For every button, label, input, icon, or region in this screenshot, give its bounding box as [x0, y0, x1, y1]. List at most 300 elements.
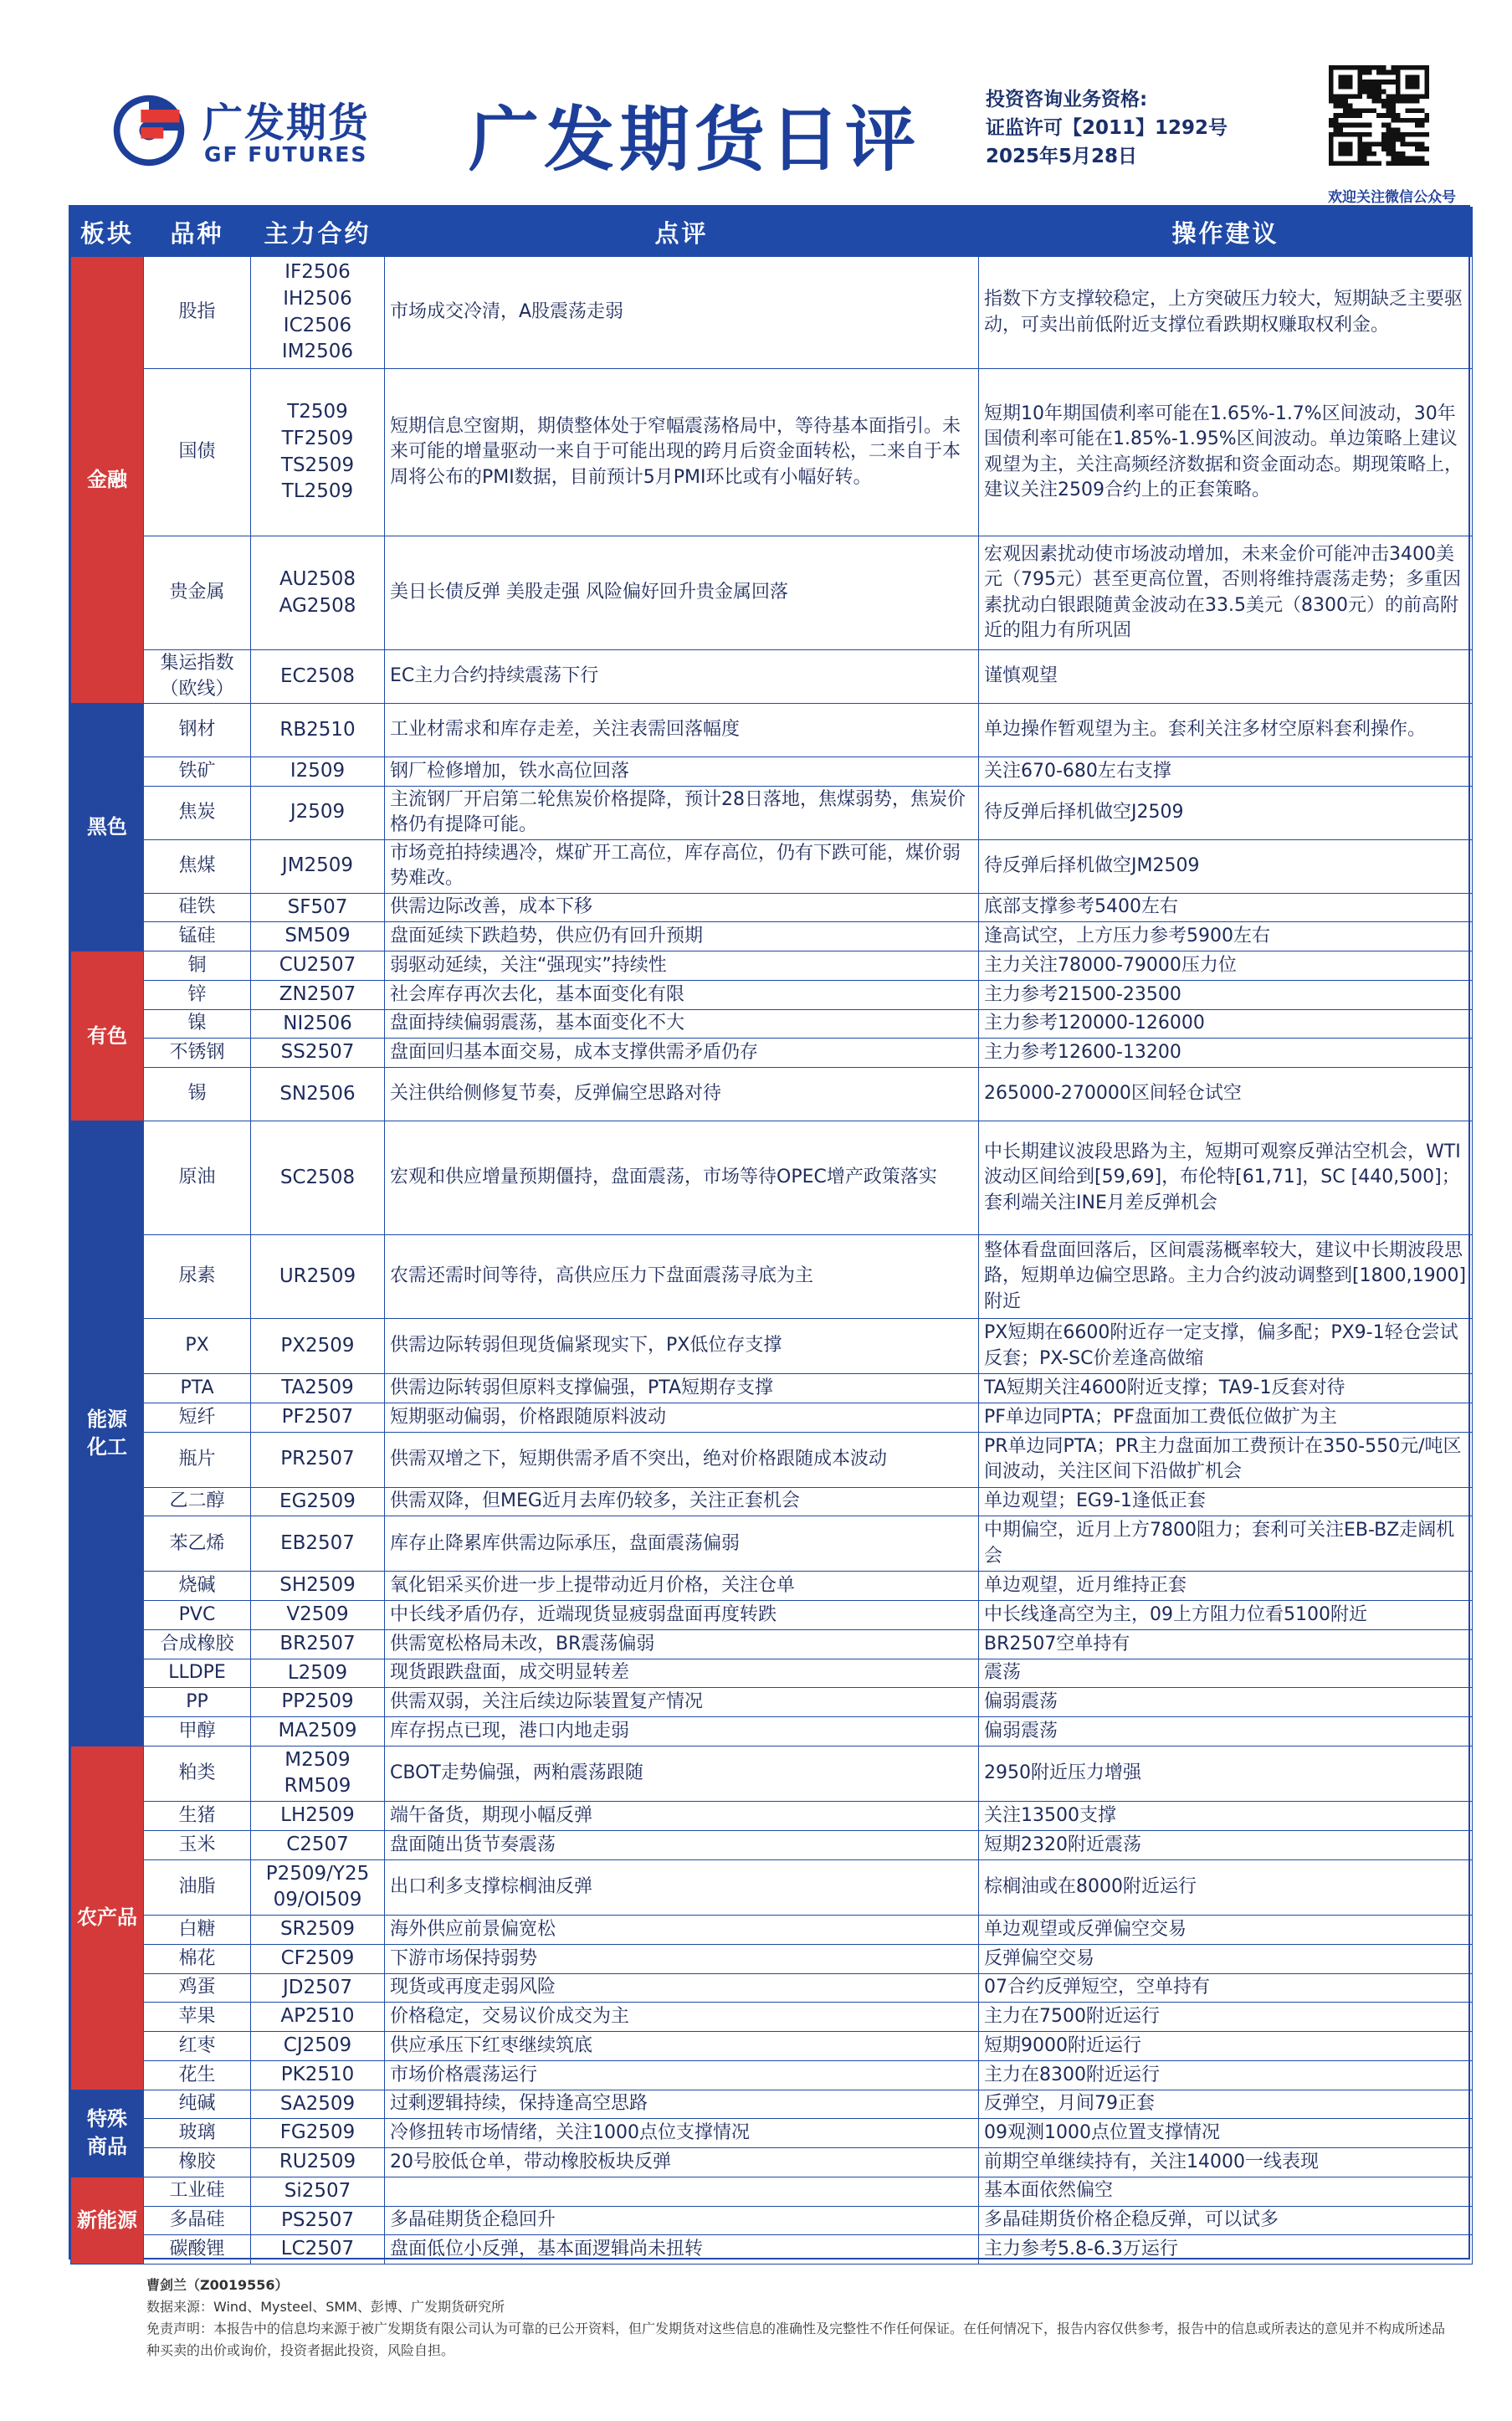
contract-code: NI2506 [283, 1012, 352, 1034]
contract-cell [251, 1039, 385, 1068]
product-cell: 粕类 [144, 1746, 251, 1801]
contract-code: CF2509 [280, 1947, 355, 1969]
table-row [71, 2177, 1473, 2206]
advice-cell: 整体看盘面回落后，区间震荡概率较大，建议中长期波段思路，短期单边偏空思路。主力合约波动调整到[1800,1900]附近 [979, 1235, 1473, 1319]
product-cell: 白糖 [144, 1916, 251, 1945]
contract-code: SA2509 [279, 2092, 356, 2115]
contract-cell [251, 1121, 385, 1235]
comment-cell: 供需双增之下，短期供需矛盾不突出，绝对价格跟随成本波动 [385, 1432, 979, 1487]
contract-code: RU2509 [279, 2151, 356, 2173]
contract-code: PX2509 [280, 1334, 355, 1357]
contract-code: PK2510 [280, 2063, 355, 2085]
advice-cell: 单边观望，近月维持正套 [979, 1572, 1473, 1601]
table-row [71, 1830, 1473, 1859]
advice-cell: 主力关注78000-79000压力位 [979, 951, 1473, 981]
contract-cell [251, 1688, 385, 1717]
product-cell: 合成橡胶 [144, 1629, 251, 1659]
table-row [71, 650, 1473, 704]
contract-cell [251, 1717, 385, 1747]
comment-cell: 供需边际改善，成本下移 [385, 893, 979, 922]
contract-cell [251, 2003, 385, 2032]
advice-cell: 谨慎观望 [979, 650, 1473, 704]
advice-cell: 前期空单继续持有，关注14000一线表现 [979, 2148, 1473, 2177]
table-row [71, 2060, 1473, 2090]
product-cell: 尿素 [144, 1235, 251, 1319]
advice-cell: 主力参考5.8-6.3万运行 [979, 2235, 1473, 2265]
advice-cell: 主力在7500附近运行 [979, 2003, 1473, 2032]
comment-cell: 端午备货，期现小幅反弹 [385, 1802, 979, 1831]
table-row [71, 2148, 1473, 2177]
contract-cell [251, 757, 385, 787]
advice-cell: 主力在8300附近运行 [979, 2060, 1473, 2090]
contract-code: I2509 [290, 760, 346, 782]
contract-cell [251, 893, 385, 922]
table-row [71, 1629, 1473, 1659]
contract-cell [251, 2177, 385, 2206]
table-row [71, 1374, 1473, 1403]
table-row [71, 2003, 1473, 2032]
contract-code: LH2509 [280, 1804, 355, 1827]
table-row [71, 1516, 1473, 1572]
advice-cell: PX短期在6600附近存一定支撑，偏多配；PX9-1轻仓尝试反套；PX-SC价差逢高做缩 [979, 1319, 1473, 1374]
comment-cell: 盘面随出货节奏震荡 [385, 1830, 979, 1859]
advice-cell: 基本面依然偏空 [979, 2177, 1473, 2206]
comment-cell: 钢厂检修增加，铁水高位回落 [385, 757, 979, 787]
comment-cell: EC主力合约持续震荡下行 [385, 650, 979, 704]
comment-cell: 美日长债反弹 美股走强 风险偏好回升贵金属回落 [385, 536, 979, 650]
comment-cell: 市场价格震荡运行 [385, 2060, 979, 2090]
comment-cell: 弱驱动延续，关注“强现实”持续性 [385, 951, 979, 981]
product-cell: PVC [144, 1601, 251, 1630]
contract-cell [251, 369, 385, 536]
comment-cell: 盘面持续偏弱震荡，基本面变化不大 [385, 1009, 979, 1039]
table-row [71, 704, 1473, 757]
advice-cell: PF单边同PTA；PF盘面加工费低位做扩为主 [979, 1403, 1473, 1432]
comment-cell: 供需边际转弱但现货偏紧现实下，PX低位存支撑 [385, 1319, 979, 1374]
contract-cell [251, 2235, 385, 2265]
qr-code-icon [1329, 65, 1429, 166]
table-row [71, 1601, 1473, 1630]
comment-cell [385, 2177, 979, 2206]
contract-cell [251, 1629, 385, 1659]
column-header-advice: 操作建议 [979, 208, 1473, 257]
comment-cell: 价格稳定，交易议价成交为主 [385, 2003, 979, 2032]
contract-code: SC2508 [279, 1166, 356, 1188]
commentary-table-container [69, 205, 1470, 2259]
table-row [71, 1659, 1473, 1688]
contract-cell [251, 257, 385, 369]
product-cell: 锰硅 [144, 922, 251, 951]
product-cell: 贵金属 [144, 536, 251, 650]
column-header-product: 品种 [144, 208, 251, 257]
advice-cell: 中长期建议波段思路为主，短期可观察反弹沽空机会，WTI波动区间给到[59,69]，布伦特[61,71]，SC [440,500]；套利端关注INE月差反弹机会 [979, 1121, 1473, 1235]
advice-cell: 偏弱震荡 [979, 1717, 1473, 1747]
contract-code: P2509/Y25 [265, 1862, 370, 1885]
contract-code: SM509 [284, 925, 351, 947]
comment-cell: 氧化铝采买价进一步上提带动近月价格，关注仓单 [385, 1572, 979, 1601]
table-row [71, 1319, 1473, 1374]
logo-chinese-name: 广发期货 [202, 100, 371, 146]
table-row [71, 1944, 1473, 1973]
table-row [71, 1916, 1473, 1945]
contract-code: MA2509 [278, 1720, 357, 1742]
table-row [71, 1572, 1473, 1601]
advice-cell: 主力参考21500-23500 [979, 980, 1473, 1009]
comment-cell: 海外供应前景偏宽松 [385, 1916, 979, 1945]
comment-cell: 现货跟跌盘面，成交明显转差 [385, 1659, 979, 1688]
advice-cell: 底部支撑参考5400左右 [979, 893, 1473, 922]
contract-cell [251, 1601, 385, 1630]
product-cell: 镍 [144, 1009, 251, 1039]
sector-cell: 有色 [71, 951, 144, 1121]
advice-cell: 待反弹后择机做空J2509 [979, 786, 1473, 839]
product-cell: 红枣 [144, 2032, 251, 2061]
commentary-table [70, 207, 1473, 2265]
contract-cell [251, 1944, 385, 1973]
sector-cell: 黑色 [71, 704, 144, 951]
column-header-comment: 点评 [385, 208, 979, 257]
contract-code: M2509 [284, 1748, 351, 1771]
contract-code: CU2507 [279, 954, 356, 977]
contract-cell [251, 1487, 385, 1516]
comment-cell: 20号胶低仓单，带动橡胶板块反弹 [385, 2148, 979, 2177]
contract-cell [251, 1374, 385, 1403]
contract-code: SN2506 [279, 1082, 356, 1105]
comment-cell: 关注供给侧修复节奏，反弹偏空思路对待 [385, 1068, 979, 1121]
table-row [71, 1403, 1473, 1432]
contract-code: PS2507 [280, 2208, 354, 2231]
product-cell: 铁矿 [144, 757, 251, 787]
contract-cell [251, 922, 385, 951]
table-row [71, 2119, 1473, 2148]
gf-logo-icon [109, 90, 189, 171]
contract-code: SR2509 [279, 1918, 356, 1941]
contract-cell [251, 1659, 385, 1688]
product-cell: 焦煤 [144, 839, 251, 893]
table-row [71, 1717, 1473, 1747]
comment-cell: 冷修扭转市场情绪，关注1000点位支撑情况 [385, 2119, 979, 2148]
advice-cell: 07合约反弹短空，空单持有 [979, 1973, 1473, 2003]
product-cell: 锌 [144, 980, 251, 1009]
table-row [71, 1432, 1473, 1487]
table-body [71, 257, 1473, 2265]
contract-cell [251, 536, 385, 650]
contract-cell [251, 1319, 385, 1374]
product-cell: 瓶片 [144, 1432, 251, 1487]
contract-cell [251, 839, 385, 893]
comment-cell: 市场竞拍持续遇冷，煤矿开工高位，库存高位，仍有下跌可能，煤价弱势难改。 [385, 839, 979, 893]
comment-cell: 盘面低位小反弹，基本面逻辑尚未扭转 [385, 2235, 979, 2265]
contract-code: AU2508 [279, 567, 356, 590]
advice-cell: 关注670-680左右支撑 [979, 757, 1473, 787]
table-row [71, 951, 1473, 981]
contract-code: RB2510 [279, 718, 356, 741]
product-cell: 工业硅 [144, 2177, 251, 2206]
advice-cell: 主力参考120000-126000 [979, 1009, 1473, 1039]
product-cell: 花生 [144, 2060, 251, 2090]
sector-cell: 特殊商品 [71, 2090, 144, 2177]
advice-cell: 逢高试空，上方压力参考5900左右 [979, 922, 1473, 951]
contract-code: V2509 [286, 1603, 349, 1626]
contract-cell [251, 1235, 385, 1319]
table-row [71, 1039, 1473, 1068]
comment-cell: 下游市场保持弱势 [385, 1944, 979, 1973]
contract-cell [251, 1572, 385, 1601]
contract-code: JD2507 [282, 1976, 353, 1998]
sector-cell: 能源化工 [71, 1121, 144, 1747]
product-cell: LLDPE [144, 1659, 251, 1688]
contract-cell [251, 1802, 385, 1831]
product-cell: 钢材 [144, 704, 251, 757]
advice-cell: PR单边同PTA；PR主力盘面加工费预计在350-550元/吨区间波动，关注区间下沿做扩机会 [979, 1432, 1473, 1487]
advice-cell: 多晶硅期货价格企稳反弹，可以试多 [979, 2206, 1473, 2235]
contract-code: LC2507 [280, 2238, 355, 2260]
contract-code: T2509 [287, 401, 348, 423]
contract-cell [251, 1859, 385, 1915]
contract-cell [251, 704, 385, 757]
comment-cell: 供需宽松格局未改，BR震荡偏弱 [385, 1629, 979, 1659]
contract-cell [251, 786, 385, 839]
product-cell: 国债 [144, 369, 251, 536]
contract-code: EC2508 [279, 664, 356, 687]
contract-code: IF2506 [284, 261, 351, 284]
product-cell: PP [144, 1688, 251, 1717]
comment-cell: 中长线矛盾仍存，近端现货显疲弱盘面再度转跌 [385, 1601, 979, 1630]
data-source-line: 数据来源：Wind、Mysteel、SMM、彭博、广发期货研究所 [146, 2299, 505, 2315]
contract-cell [251, 650, 385, 704]
contract-cell [251, 1009, 385, 1039]
contract-code: AG2508 [279, 594, 356, 617]
advice-cell: 震荡 [979, 1659, 1473, 1688]
contract-code: TF2509 [281, 427, 354, 449]
advice-cell: 关注13500支撑 [979, 1802, 1473, 1831]
table-row [71, 536, 1473, 650]
contract-cell [251, 1916, 385, 1945]
comment-cell: 供需边际转弱但原料支撑偏强，PTA短期存支撑 [385, 1374, 979, 1403]
comment-cell: 现货或再度走弱风险 [385, 1973, 979, 2003]
advice-cell: 单边观望或反弹偏空交易 [979, 1916, 1473, 1945]
product-cell: 苹果 [144, 2003, 251, 2032]
comment-cell: 社会库存再次去化，基本面变化有限 [385, 980, 979, 1009]
product-cell: 橡胶 [144, 2148, 251, 2177]
product-cell: PX [144, 1319, 251, 1374]
contract-code: JM2509 [281, 854, 354, 877]
contract-code: PP2509 [281, 1690, 354, 1713]
contract-code: AP2510 [280, 2005, 355, 2028]
wechat-follow-note: 欢迎关注微信公众号 [1328, 189, 1456, 206]
author-line: 曹剑兰（Z0019556） [146, 2277, 289, 2293]
comment-cell: 宏观和供应增量预期僵持，盘面震荡，市场等待OPEC增产政策落实 [385, 1121, 979, 1235]
report-footer [146, 2275, 1452, 2362]
comment-cell: 工业材需求和库存走差，关注表需回落幅度 [385, 704, 979, 757]
comment-cell: 农需还需时间等待，高供应压力下盘面震荡寻底为主 [385, 1235, 979, 1319]
product-cell: 鸡蛋 [144, 1973, 251, 2003]
contract-code: EB2507 [280, 1531, 355, 1554]
logo-english-name: GF FUTURES [204, 142, 368, 167]
contract-code: TS2509 [280, 454, 355, 476]
product-cell: 碳酸锂 [144, 2235, 251, 2265]
product-cell: 乙二醇 [144, 1487, 251, 1516]
disclaimer-text: 免责声明：本报告中的信息均来源于被广发期货有限公司认为可靠的已公开资料，但广发期货对这些信息的准确性及完整性不作任何保证。在任何情况下，报告内容仅供参考，报告中的信息或所表达的意见并不构成所述品种买卖的出价或询价，投资者据此投资，风险自担。 [146, 2321, 1446, 2358]
license-line: 证监许可【2011】1292号 [986, 117, 1228, 139]
contract-code: IM2506 [281, 341, 354, 363]
contract-code: Si2507 [284, 2179, 351, 2202]
contract-cell [251, 980, 385, 1009]
advice-cell: 指数下方支撑较稳定，上方突破压力较大，短期缺乏主要驱动，可卖出前低附近支撑位看跌期权赚取权利金。 [979, 257, 1473, 369]
product-cell: 甲醇 [144, 1717, 251, 1747]
contract-code: 09/OI509 [273, 1889, 362, 1911]
table-row [71, 257, 1473, 369]
product-cell: 棉花 [144, 1944, 251, 1973]
table-row [71, 893, 1473, 922]
contract-cell [251, 1516, 385, 1572]
table-row [71, 2090, 1473, 2119]
advice-cell: 偏弱震荡 [979, 1688, 1473, 1717]
table-row [71, 1235, 1473, 1319]
table-row [71, 980, 1473, 1009]
product-cell: 生猪 [144, 1802, 251, 1831]
product-cell: 集运指数（欧线） [144, 650, 251, 704]
table-row [71, 2032, 1473, 2061]
contract-code: IC2506 [283, 314, 352, 336]
table-row [71, 1746, 1473, 1801]
contract-code: EG2509 [279, 1490, 356, 1512]
table-row [71, 786, 1473, 839]
comment-cell: 盘面回归基本面交易，成本支撑供需矛盾仍存 [385, 1039, 979, 1068]
contract-code: BR2507 [279, 1632, 356, 1654]
advice-cell: 单边观望；EG9-1逢低正套 [979, 1487, 1473, 1516]
table-row [71, 839, 1473, 893]
contract-cell [251, 2032, 385, 2061]
contract-cell [251, 2206, 385, 2235]
advice-cell: 短期10年期国债利率可能在1.65%-1.7%区间波动，30年国债利率可能在1.85%-1.95%区间波动。单边策略上建议观望为主，关注高频经济数据和资金面动态。期现策略上，建议关注2509合约上的正套策略。 [979, 369, 1473, 536]
product-cell: 短纤 [144, 1403, 251, 1432]
table-row [71, 369, 1473, 536]
contract-code: PR2507 [280, 1448, 355, 1470]
comment-cell: 库存拐点已现，港口内地走弱 [385, 1717, 979, 1747]
contract-code: TA2509 [281, 1377, 354, 1399]
sector-cell: 金融 [71, 257, 144, 704]
product-cell: 纯碱 [144, 2090, 251, 2119]
comment-cell: 供需双弱，关注后续边际装置复产情况 [385, 1688, 979, 1717]
contract-code: FG2509 [279, 2121, 356, 2144]
contract-code: TL2509 [281, 480, 354, 503]
comment-cell: 盘面延续下跌趋势，供应仍有回升预期 [385, 922, 979, 951]
contract-cell [251, 1973, 385, 2003]
contract-code: RM509 [284, 1775, 351, 1798]
contract-cell [251, 1432, 385, 1487]
table-row [71, 2206, 1473, 2235]
comment-cell: 供需双降，但MEG近月去库仍较多，关注正套机会 [385, 1487, 979, 1516]
product-cell: 油脂 [144, 1859, 251, 1915]
contract-code: J2509 [290, 801, 346, 823]
table-row [71, 1973, 1473, 2003]
product-cell: 股指 [144, 257, 251, 369]
product-cell: 不锈钢 [144, 1039, 251, 1068]
contract-code: UR2509 [279, 1264, 356, 1287]
comment-cell: 库存止降累库供需边际承压，盘面震荡偏弱 [385, 1516, 979, 1572]
contract-code: SS2507 [280, 1041, 355, 1064]
advice-cell: 中期偏空，近月上方7800阻力；套利可关注EB-BZ走阔机会 [979, 1516, 1473, 1572]
table-row [71, 1009, 1473, 1039]
comment-cell: 多晶硅期货企稳回升 [385, 2206, 979, 2235]
sector-cell: 新能源 [71, 2177, 144, 2264]
comment-cell: CBOT走势偏强，两粕震荡跟随 [385, 1746, 979, 1801]
advice-cell: 宏观因素扰动使市场波动增加，未来金价可能冲击3400美元（795元）甚至更高位置，否则将维持震荡走势；多重因素扰动白银跟随黄金波动在33.5美元（8300元）的前高附近的阻力有所巩固 [979, 536, 1473, 650]
contract-code: ZN2507 [279, 982, 356, 1005]
product-cell: 原油 [144, 1121, 251, 1235]
product-cell: 玻璃 [144, 2119, 251, 2148]
contract-cell [251, 2060, 385, 2090]
advice-cell: 待反弹后择机做空JM2509 [979, 839, 1473, 893]
contract-cell [251, 2119, 385, 2148]
table-row [71, 757, 1473, 787]
advice-cell: 棕榈油或在8000附近运行 [979, 1859, 1473, 1915]
comment-cell: 市场成交冷清，A股震荡走弱 [385, 257, 979, 369]
advice-cell: 265000-270000区间轻仓试空 [979, 1068, 1473, 1121]
comment-cell: 过剩逻辑持续，保持逢高空思路 [385, 2090, 979, 2119]
sector-cell: 农产品 [71, 1746, 144, 2090]
advice-cell: 反弹偏空交易 [979, 1944, 1473, 1973]
qualification-line: 投资咨询业务资格: [986, 89, 1148, 110]
contract-code: SF507 [287, 895, 348, 918]
contract-cell [251, 1746, 385, 1801]
comment-cell: 供应承压下红枣继续筑底 [385, 2032, 979, 2061]
report-header [0, 0, 1512, 209]
advice-cell: 短期2320附近震荡 [979, 1830, 1473, 1859]
advice-cell: 中长线逢高空为主，09上方阻力位看5100附近 [979, 1601, 1473, 1630]
contract-cell [251, 2148, 385, 2177]
product-cell: 苯乙烯 [144, 1516, 251, 1572]
contract-cell [251, 2090, 385, 2119]
contract-cell [251, 1068, 385, 1121]
contract-code: CJ2509 [283, 2034, 352, 2057]
product-cell: 锡 [144, 1068, 251, 1121]
table-row [71, 1068, 1473, 1121]
table-row [71, 1688, 1473, 1717]
table-row [71, 922, 1473, 951]
advice-cell: 主力参考12600-13200 [979, 1039, 1473, 1068]
comment-cell: 短期驱动偏弱，价格跟随原料波动 [385, 1403, 979, 1432]
contract-code: PF2507 [281, 1405, 354, 1428]
contract-code: IH2506 [283, 287, 352, 310]
advice-cell: TA短期关注4600附近支撑；TA9-1反套对待 [979, 1374, 1473, 1403]
table-row [71, 1859, 1473, 1915]
table-row [71, 1121, 1473, 1235]
column-header-contract: 主力合约 [251, 208, 385, 257]
qualification-info [986, 85, 1228, 171]
advice-cell: 单边操作暂观望为主。套利关注多材空原料套利操作。 [979, 704, 1473, 757]
table-header-row [71, 208, 1473, 257]
column-header-sector: 板块 [71, 208, 144, 257]
advice-cell: 短期9000附近运行 [979, 2032, 1473, 2061]
table-row [71, 2235, 1473, 2265]
advice-cell: BR2507空单持有 [979, 1629, 1473, 1659]
contract-cell [251, 1830, 385, 1859]
comment-cell: 出口利多支撑棕榈油反弹 [385, 1859, 979, 1915]
contract-code: C2507 [286, 1833, 349, 1855]
product-cell: 焦炭 [144, 786, 251, 839]
product-cell: 多晶硅 [144, 2206, 251, 2235]
company-logo [109, 82, 385, 174]
report-date: 2025年5月28日 [986, 146, 1138, 167]
table-row [71, 1487, 1473, 1516]
advice-cell: 反弹空，月间79正套 [979, 2090, 1473, 2119]
product-cell: 铜 [144, 951, 251, 981]
contract-code: SH2509 [279, 1574, 356, 1597]
contract-code: L2509 [287, 1661, 348, 1684]
product-cell: 烧碱 [144, 1572, 251, 1601]
